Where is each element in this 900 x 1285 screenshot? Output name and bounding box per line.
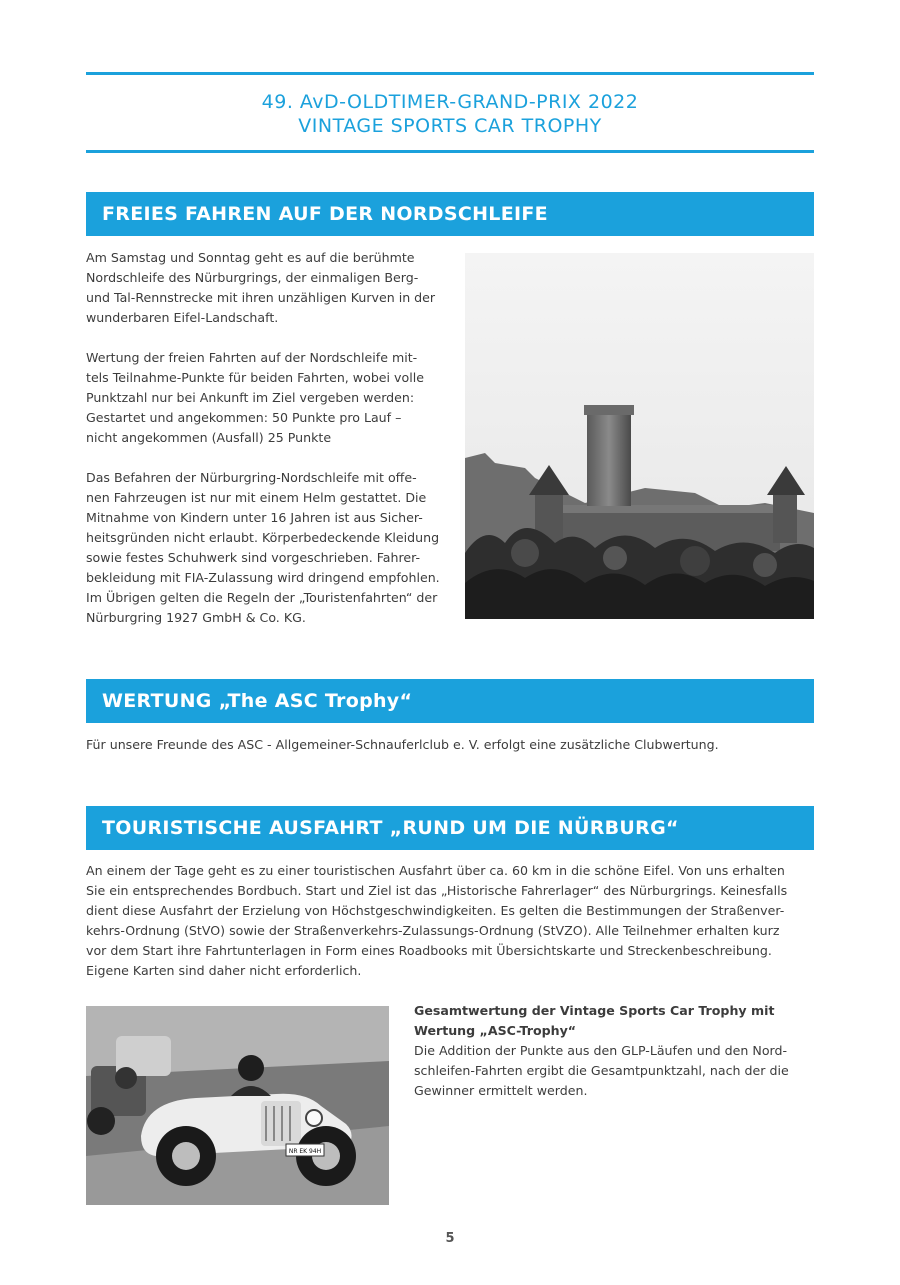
text-line: Eigene Karten sind daher nicht erforderlich. — [86, 963, 362, 978]
text-line: wunderbaren Eifel-Landschaft. — [86, 310, 279, 325]
section-title-touristische-ausfahrt: TOURISTISCHE AUSFAHRT „RUND UM DIE NÜRBURG“ — [86, 806, 814, 850]
header-top-rule — [86, 72, 814, 75]
text-line: Die Addition der Punkte aus den GLP-Läufen und den Nord- — [414, 1043, 788, 1058]
text-line: kehrs-Ordnung (StVO) sowie der Straßenverkehrs-Zulassungs-Ordnung (StVZO). Alle Teilnehmer erhalten kurz — [86, 923, 780, 938]
text-line: nen Fahrzeugen ist nur mit einem Helm gestattet. Die — [86, 490, 427, 505]
text-line: schleifen-Fahrten ergibt die Gesamtpunktzahl, nach der die — [414, 1063, 789, 1078]
section2-body — [86, 735, 814, 755]
overall-heading-line: Wertung „ASC-Trophy“ — [414, 1023, 577, 1038]
text-line: Mitnahme von Kindern unter 16 Jahren ist aus Sicher- — [86, 510, 423, 525]
header-title — [86, 90, 814, 138]
license-plate-text: NR EK 94H — [288, 1148, 322, 1155]
text-line: nicht angekommen (Ausfall) 25 Punkte — [86, 430, 332, 445]
section1-paragraph-3 — [86, 468, 456, 628]
text-line: heitsgründen nicht erlaubt. Körperbedeckende Kleidung — [86, 530, 440, 545]
text-line: vor dem Start ihre Fahrtunterlagen in Form eines Roadbooks mit Übersichtskarte und Streckenbeschreibung. — [86, 943, 772, 958]
page-number: 5 — [445, 1231, 455, 1246]
text-line: Im Übrigen gelten die Regeln der „Touristenfahrten“ der — [86, 590, 438, 605]
text-line: Sie ein entsprechendes Bordbuch. Start und Ziel ist das „Historische Fahrerlager“ des Nürburgrings. Keinesfalls — [86, 883, 788, 898]
text-line: Punktzahl nur bei Ankunft im Ziel vergeben werden: — [86, 390, 415, 405]
text-line: sowie festes Schuhwerk sind vorgeschrieben. Fahrer- — [86, 550, 421, 565]
header-title-line-1: 49. AvD-OLDTIMER-GRAND-PRIX 2022 — [261, 91, 639, 113]
section3-body — [86, 861, 814, 981]
text-line: Das Befahren der Nürburgring-Nordschleife mit offe- — [86, 470, 417, 485]
text-line: und Tal-Rennstrecke mit ihren unzähligen Kurven in der — [86, 290, 436, 305]
text-line: Nürburgring 1927 GmbH & Co. KG. — [86, 610, 306, 625]
text-line: Gestartet und angekommen: 50 Punkte pro Lauf – — [86, 410, 402, 425]
text-line: bekleidung mit FIA-Zulassung wird dringend empfohlen. — [86, 570, 440, 585]
section1-paragraph-1 — [86, 248, 456, 328]
text-line: An einem der Tage geht es zu einer touristischen Ausfahrt über ca. 60 km in die schöne Eifel. Von uns erhalten — [86, 863, 785, 878]
section1-paragraph-2 — [86, 348, 456, 448]
header-title-line-2: VINTAGE SPORTS CAR TROPHY — [298, 115, 602, 137]
overall-scoring-block — [414, 1001, 814, 1101]
overall-heading-line: Gesamtwertung der Vintage Sports Car Trophy mit — [414, 1003, 775, 1018]
text-line: Nordschleife des Nürburgrings, der einmaligen Berg- — [86, 270, 419, 285]
text-line: dient diese Ausfahrt der Erzielung von Höchstgeschwindigkeiten. Es gelten die Bestimmungen der Straßenver- — [86, 903, 785, 918]
section-title-freies-fahren: FREIES FAHREN AUF DER NORDSCHLEIFE — [86, 192, 814, 236]
text-line: Wertung der freien Fahrten auf der Nordschleife mit- — [86, 350, 418, 365]
section-title-asc-trophy: WERTUNG „The ASC Trophy“ — [86, 679, 814, 723]
text-line: Gewinner ermittelt werden. — [414, 1083, 588, 1098]
castle-photo — [465, 253, 814, 619]
section1-body — [86, 248, 456, 628]
vintage-car-illustration — [86, 1006, 389, 1205]
header-bottom-rule — [86, 150, 814, 153]
castle-illustration — [465, 253, 814, 619]
vintage-car-photo — [86, 1006, 389, 1205]
text-line: tels Teilnahme-Punkte für beiden Fahrten, wobei volle — [86, 370, 424, 385]
text-line: Am Samstag und Sonntag geht es auf die berühmte — [86, 250, 415, 265]
text-line: Für unsere Freunde des ASC - Allgemeiner-Schnauferlclub e. V. erfolgt eine zusätzliche Clubwertung. — [86, 737, 719, 752]
